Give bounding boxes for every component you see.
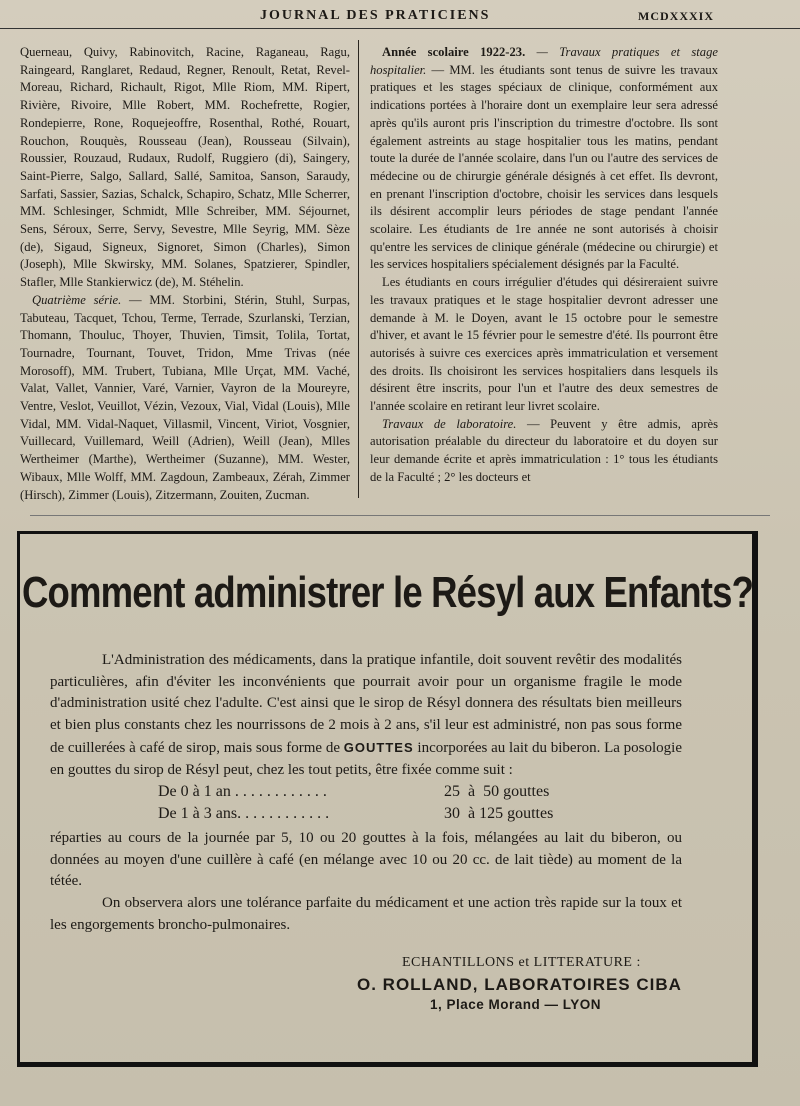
samples-line: ECHANTILLONS et LITTERATURE :: [402, 955, 641, 970]
advertisement-body: [50, 650, 682, 781]
dosage-table: [158, 783, 678, 825]
header-rule: [0, 28, 800, 29]
ad-administration-paragraph: réparties au cours de la journée par 5, 10 ou 20 gouttes à la fois, mélangées au lait du biberon, ou données au moyen d'une cuillère à café (en mélange avec 10 ou 20 cc. de lait tiède) au moment de la tétée.: [50, 830, 682, 890]
gouttes-emphasis: GOUTTES: [343, 739, 414, 755]
fourth-series-text: — MM. Storbini, Stérin, Stuhl, Surpas, Tabuteau, Tacquet, Tchou, Terme, Terrade, Szurlanski, Terzian, Thomann, Thouluc, Thoyer, Thuvien, Timsit, Tolila, Tortat, Tournadre, Tournant, Touvet, Tridon, Mme Trivas (née Morosoff), MM. Trubert, Tubiana, Mlle Urçat, MM. Vaché, Valat, Vallet, Vannier, Varé, Varnier, Vayron de la Moureyre, Ventre, Veslot, Veuillot, Vézin, Vezoux, Vial, Vidal (Louis), Mlle Vidal, MM. Vidal-Naquet, Villasmil, Vincent, Viriot, Vosgnier, Vuillecard, Vuillemard, Weill (Adrien), Weill (Jean), Mlles Wertheimer (Marthe), Wertheimer (Suzanne), MM. Wester, Wibaux, Mlle Wolff, MM. Zagdoun, Zambeaux, Zérah, Zimmer (Hirsch), Zimmer (Louis), Zitzermann, Zouiten, Zucman.: [20, 292, 351, 502]
ad-tolerance-paragraph: On observera alors une tolérance parfaite du médicament et une action très rapide sur la toux et les engorgements broncho-pulmonaires.: [50, 895, 682, 933]
laboratory-text: — Peuvent y être admis, après autorisation préalable du directeur du laboratoire et du doyen sur leur demande écrite et après immatriculation : 1° tous les étudiants de la Faculté ; 2° les docteurs et: [370, 416, 718, 484]
section-separator: [30, 515, 770, 516]
dosage-amount: 25 à 50 gouttes: [444, 783, 550, 800]
school-year-subtitle: — Travaux pratiques et stage hospitalier.: [370, 45, 718, 77]
right-column: [370, 44, 718, 487]
laboratory-address: 1, Place Morand — LYON: [430, 997, 602, 1012]
dosage-row: [158, 783, 678, 803]
dosage-row: [158, 805, 678, 825]
school-year-text: — MM. les étudiants sont tenus de suivre les travaux pratiques et les stages spéciaux de clinique, conformément aux indications portées à l'horaire dont un exemplaire leur sera adressé après qu'ils auront pris l'inscription du trimestre d'octobre. Ils sont également astreints au stage hospitalier tous les matins, pendant toute la durée de l'année scolaire, dans l'un ou l'autre des services de médecine ou de chirurgie générale désignés à cet effet. Ils devront, en prenant l'inscription d'octobre, choisir les services dans lesquels ils désirent accomplir leurs périodes de stage pendant l'année scolaire. Les étudiants de 1re année ne sont autorisés à choisir qu'entre les services de clinique générale (médecine ou chirurgie) et les services hospitaliers spécialement désignés par la Faculté.: [370, 62, 718, 272]
fourth-series-paragraph: [20, 292, 350, 504]
left-column: [20, 44, 350, 504]
laboratory-title: Travaux de laboratoire.: [382, 416, 517, 431]
column-divider: [358, 40, 359, 498]
dosage-age: De 0 à 1 an . . . . . . . . . . . .: [158, 783, 327, 800]
advertisement-body-continued: [50, 828, 682, 937]
journal-title: JOURNAL DES PRATICIENS: [260, 8, 491, 23]
laboratory-name: O. ROLLAND, LABORATOIRES CIBA: [357, 975, 682, 994]
school-year-title: Année scolaire 1922-23.: [382, 45, 526, 59]
dosage-amount: 30 à 125 gouttes: [444, 805, 554, 822]
year-roman: MCDXXXIX: [638, 9, 714, 23]
advertisement-title: Comment administrer le Résyl aux Enfants?: [22, 568, 754, 617]
ad-intro-paragraph: [50, 650, 682, 781]
student-list-paragraph: Querneau, Quivy, Rabinovitch, Racine, Raganeau, Ragu, Raingeard, Ranglaret, Redaud, Regner, Renoult, Retat, Revel-Moreau, Richard, Richault, Rigot, Mlle Riom, MM. Ripert, Rivière, Rivoire, Mlle Robert, MM. Rochefrette, Rogier, Rondepierre, Rone, Roquejeoffre, Rosenthal, Rothé, Rouart, Rouchon, Rouquès, Rousseau (Jean), Rousseau (Silvain), Roussier, Rouzaud, Rudaux, Rudolf, Ruggiero (di), Saingery, Saint-Pierre, Salgo, Sallard, Sallé, Samitoa, Sanson, Saraudy, Sarfati, Sassier, Sazias, Schalck, Schapiro, Schatz, Mlle Scherrer, MM. Schlesinger, Schmidt, Mlle Schreiber, MM. Séjournet, Sens, Séroux, Serre, Servy, Sevestre, Mlle Seyrig, MM. Sèze (de), Sigaud, Signeux, Signoret, Simon (Charles), Simon (Joseph), Mlle Skwirsky, MM. Solanes, Spatzierer, Spindler, Stafler, Mlle Stankierwicz (de), M. Stéhelin.: [20, 45, 350, 290]
laboratory-paragraph: [370, 416, 718, 487]
irregular-students-paragraph: Les étudiants en cours irrégulier d'études qui désireraient suivre les travaux pratiques et le stage hospitalier devront adresser une demande à M. le Doyen, avant le 15 octobre pour le semestre d'hiver, et avant le 15 février pour le semestre d'été. Ils pourront être autorisés à suivre ces exercices après immatriculation et versement des droits. Ils choisiront les services hospitaliers dans lesquels ils désirent être inscrits, pour l'un et l'autre des deux semestres de l'année scolaire en retirant leur livret scolaire.: [370, 275, 718, 414]
fourth-series-title: Quatrième série.: [32, 292, 122, 307]
school-year-paragraph: [370, 44, 718, 274]
dosage-age: De 1 à 3 ans. . . . . . . . . . . .: [158, 805, 330, 822]
ad-intro-text-b: incorporées au lait du biberon. La posologie en gouttes du sirop de Résyl peut, chez les tout petits, être fixée comme suit :: [50, 739, 683, 778]
ad-intro-text-a: L'Administration des médicaments, dans la pratique infantile, doit souvent revêtir des modalités particulières, afin d'éviter les inconvénients que pourrait avoir pour un organisme fragile le mode d'administration usité chez l'adulte. C'est ainsi que le sirop de Résyl donnera des résultats bien meilleurs et bien plus constants chez les nourrissons de 2 mois à 2 ans, s'il leur est administré, non pas sous forme de cuillerées à café de sirop, mais sous forme de: [50, 652, 682, 756]
